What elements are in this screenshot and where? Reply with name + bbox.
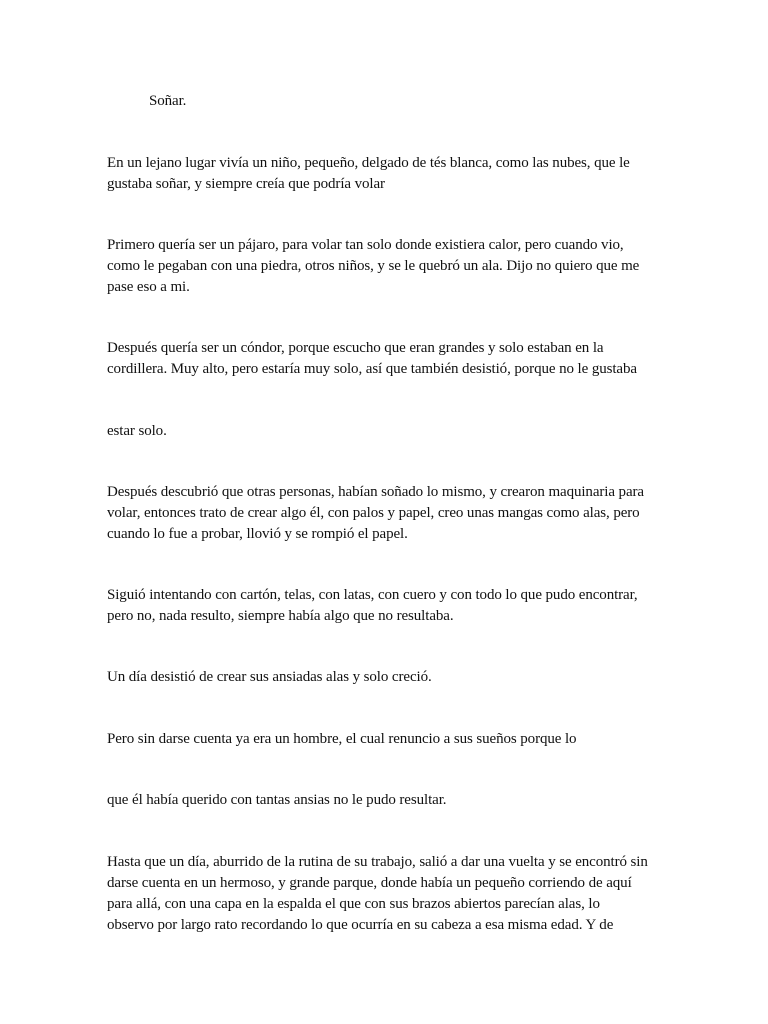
paragraph-line: Hasta que un día, aburrido de la rutina de su trabajo, salió a dar una vuelta y se encontró sin [107, 854, 648, 870]
paragraph-line: estar solo. [107, 423, 167, 439]
paragraph-line: Siguió intentando con cartón, telas, con latas, con cuero y con todo lo que pudo encontrar, [107, 587, 638, 603]
paragraph-line: para allá, con una capa en la espalda el que con sus brazos abiertos parecían alas, lo [107, 896, 600, 912]
paragraph-line: cuando lo fue a probar, llovió y se rompió el papel. [107, 526, 408, 542]
paragraph-line: Después quería ser un cóndor, porque escucho que eran grandes y solo estaban en la [107, 340, 604, 356]
paragraph-line: Después descubrió que otras personas, habían soñado lo mismo, y crearon maquinaria para [107, 484, 644, 500]
paragraph-line: que él había querido con tantas ansias no le pudo resultar. [107, 792, 447, 808]
paragraph-line: cordillera. Muy alto, pero estaría muy solo, así que también desistió, porque no le gustaba [107, 361, 637, 377]
paragraph-line: pero no, nada resulto, siempre había algo que no resultaba. [107, 608, 454, 624]
paragraph-line: En un lejano lugar vivía un niño, pequeño, delgado de tés blanca, como las nubes, que le [107, 155, 630, 171]
paragraph-line: volar, entonces trato de crear algo él, con palos y papel, creo unas mangas como alas, pero [107, 505, 640, 521]
paragraph-line: gustaba soñar, y siempre creía que podría volar [107, 176, 385, 192]
paragraph-line: Un día desistió de crear sus ansiadas alas y solo creció. [107, 669, 432, 685]
paragraph-line: pase eso a mi. [107, 279, 190, 295]
paragraph-line: Primero quería ser un pájaro, para volar tan solo donde existiera calor, pero cuando vio, [107, 237, 624, 253]
paragraph-line: observo por largo rato recordando lo que ocurría en su cabeza a esa misma edad. Y de [107, 917, 614, 933]
paragraph-line: Pero sin darse cuenta ya era un hombre, el cual renuncio a sus sueños porque lo [107, 731, 577, 747]
paragraph-line: como le pegaban con una piedra, otros niños, y se le quebró un ala. Dijo no quiero que me [107, 258, 640, 274]
document-title: Soñar. [149, 93, 187, 109]
paragraph-line: darse cuenta en un hermoso, y grande parque, donde había un pequeño corriendo de aquí [107, 875, 632, 891]
